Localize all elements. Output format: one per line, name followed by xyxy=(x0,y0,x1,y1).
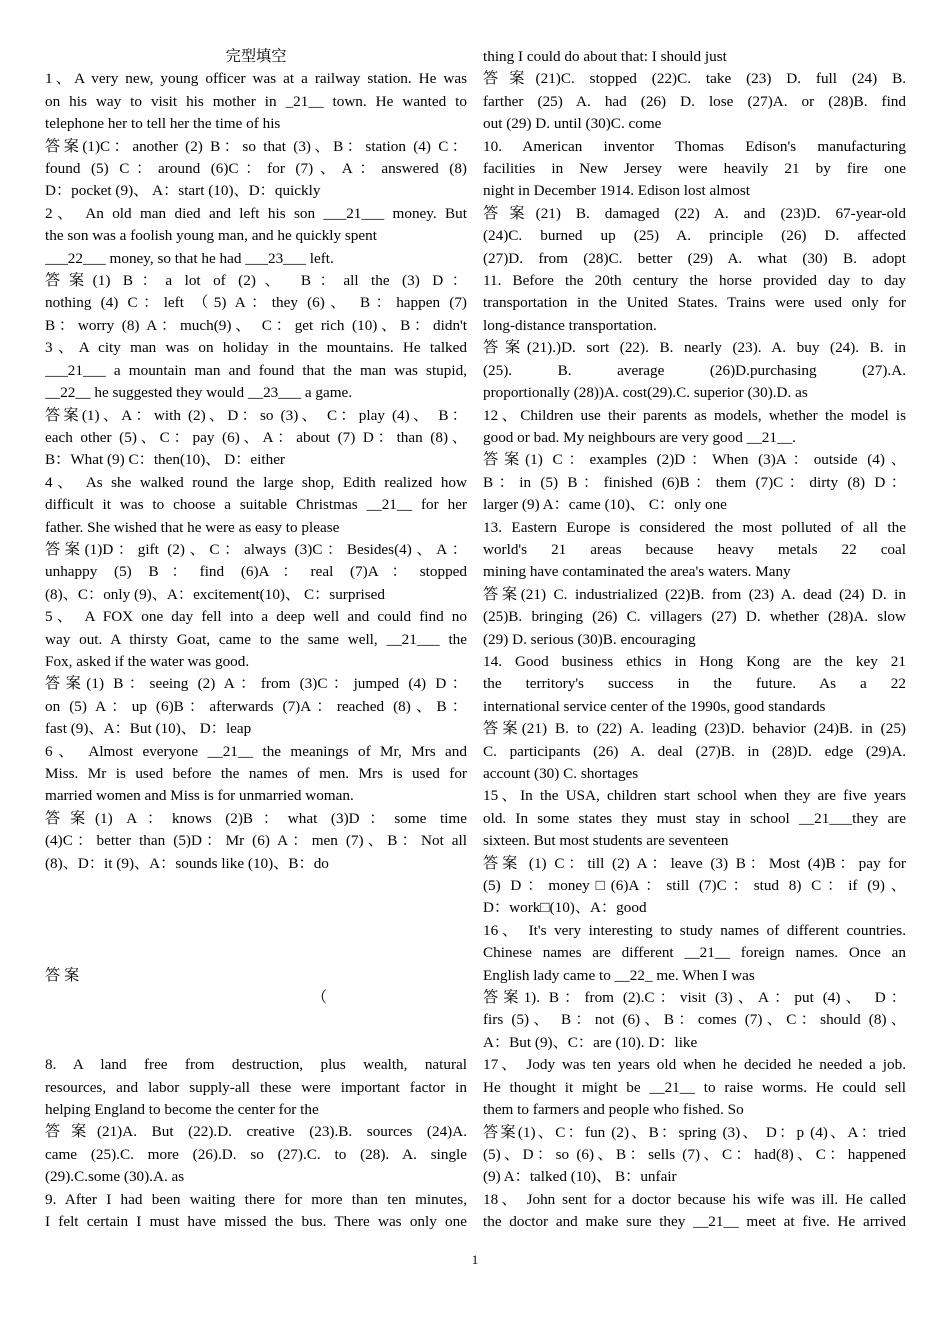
text-line: ___21___ a mountain man and found that the man was stupid, xyxy=(45,361,467,379)
text-line: came (25).C. more (26).D. so (27).C. to (28). A. single xyxy=(45,1145,467,1163)
right-column xyxy=(483,46,906,1234)
text-line: ___22___ money, so that he had ___23___ left. xyxy=(45,249,334,267)
text-line xyxy=(45,1009,467,1031)
text-line: world's 21 areas because heavy metals 22 coal xyxy=(483,540,906,558)
text-line: on (5) A：up (6)B：afterwards (7)A：reached (8)、B： xyxy=(45,697,467,715)
text-line: facilities in New Jersey were heavily 21 by fire one xyxy=(483,160,906,178)
text-line: (25)B. bringing (26) C. villagers (27) D. whether (28)A. slow xyxy=(483,608,906,626)
page-number: 1 xyxy=(471,1252,479,1267)
text-line: (5)、D：so (6)、B：sells (7)、C：had(8)、C：happened xyxy=(483,1145,906,1163)
text-line: international service center of the 1990s, good standards xyxy=(483,697,826,715)
text-line: Chinese names are different __21__ foreign names. Once an xyxy=(483,944,906,962)
text-line: proportionally (28))A. cost(29).C. superior (30).D. as xyxy=(483,384,808,402)
text-line: thing I could do about that: I should just xyxy=(483,48,727,65)
text-line: helping England to become the center for the xyxy=(45,1101,319,1118)
text-line: 答案(21) B. damaged (22) A. and (23)D. 67-year-old xyxy=(483,204,906,222)
text-line: out (29) D. until (30)C. come xyxy=(483,115,662,133)
text-line: 答案(1) C：examples (2)D：When (3)A：outside (4)、 xyxy=(483,451,906,469)
text-line: old. In some states they must stay in school __21___they are xyxy=(483,809,906,827)
text-line xyxy=(45,897,467,919)
text-line: (25). B. average (26)D.purchasing (27).A. xyxy=(483,361,906,379)
text-line: (29) D. serious (30)B. encouraging xyxy=(483,630,696,648)
text-line: B：worry (8) A：much(9)、 C：get rich (10)、B：didn't xyxy=(45,316,467,334)
text-line: (27)D. from (28)C. better (29) A. what (30) B. adopt xyxy=(483,249,906,267)
text-line: 1、A very new, young officer was at a railway station. He was xyxy=(45,70,467,88)
page-title: 完型填空 xyxy=(225,48,287,65)
text-line: 3、A city man was on holiday in the mountains. He talked xyxy=(45,339,467,357)
text-line: 答案(1)C：another (2) B：so that (3)、B：station (4) C： xyxy=(45,137,467,155)
text-line: B：What (9) C：then(10)、 D：either xyxy=(45,451,285,469)
text-line: 答案(1)、C：fun (2)、B：spring (3)、 D：p (4)、A：tried xyxy=(483,1123,906,1141)
text-line: (8)、D：it (9)、A：sounds like (10)、B：do xyxy=(45,854,329,872)
text-line: night in December 1914. Edison lost almost xyxy=(483,182,751,200)
text-line xyxy=(45,942,467,964)
text-line: the doctor and make sure they __21__ meet at five. He arrived xyxy=(483,1213,906,1231)
text-line: found (5) C：around (6)C：for (7)、A：answered (8) xyxy=(45,160,467,178)
text-line: the son was a foolish young man, and he quickly spent xyxy=(45,227,377,245)
text-line: 答案(21) B. to (22) A. leading (23)D. behavior (24)B. in (25) xyxy=(483,720,906,738)
text-line: firs (5)、 B：not (6)、B：comes (7)、C：should (8)、 xyxy=(483,1011,906,1029)
text-line: 答案(1) A：knows (2)B：what (3)D：some time xyxy=(45,809,467,827)
text-line: 12、Children use their parents as models, whether the model is xyxy=(483,406,906,424)
text-line: each other (5)、C：pay (6)、A：about (7) D：than (8)、 xyxy=(45,428,467,446)
text-line: long-distance transportation. xyxy=(483,316,657,334)
text-line: (9) A：talked (10)、 B：unfair xyxy=(483,1168,677,1186)
text-line: 答案(1) B：seeing (2) A：from (3)C：jumped (4) D： xyxy=(45,675,467,693)
text-line: 6、 Almost everyone __21__ the meanings of Mr, Mrs and xyxy=(45,742,467,760)
text-line: 答案(1)D：gift (2)、C：always (3)C：Besides(4)、A： xyxy=(45,540,467,558)
text-line: 答案(1)、A：with (2)、D：so (3)、 C：play (4)、 B： xyxy=(45,406,467,424)
text-line: 13. Eastern Europe is considered the most polluted of all the xyxy=(483,518,906,536)
text-line: I felt certain I must have missed the bus. There was only one xyxy=(45,1213,467,1231)
text-line: D：work□(10)、A：good xyxy=(483,899,647,917)
text-line: difficult it was to choose a suitable Christmas __21__ for her xyxy=(45,496,467,514)
text-line: He thought it might be __21__ to raise worms. He could sell xyxy=(483,1078,906,1096)
text-line xyxy=(45,1032,467,1054)
text-line: 18、 John sent for a doctor because his wife was ill. He called xyxy=(483,1190,906,1208)
text-line: 17、 Jody was ten years old when he decided he needed a job. xyxy=(483,1056,906,1074)
text-line: 2、 An old man died and left his son ___21___ money. But xyxy=(45,204,467,222)
text-line: mining have contaminated the area's waters. Many xyxy=(483,563,791,581)
text-line: 5、 A FOX one day fell into a deep well and could find no xyxy=(45,608,467,626)
text-line: 答案 (1) C：till (2) A：leave (3) B：Most (4)B：pay for xyxy=(483,854,906,872)
text-line: fast (9)、A：But (10)、 D：leap xyxy=(45,720,252,738)
text-line: English lady came to __22_ me. When I was xyxy=(483,966,755,984)
text-line: them to farmers and people who fished. So xyxy=(483,1101,744,1119)
text-line: nothing (4) C：left （5) A：they (6)、 B：happen (7) xyxy=(45,294,467,312)
text-line: 答案(21).)D. sort (22). B. nearly (23). A. buy (24). B. in xyxy=(483,339,906,357)
text-line: A：But (9)、C：are (10). D：like xyxy=(483,1033,698,1051)
text-line: larger (9) A：came (10)、 C：only one xyxy=(483,496,727,514)
text-line: 答案(21) C. industrialized (22)B. from (23) A. dead (24) D. in xyxy=(483,585,906,603)
text-line: 答案1). B：from (2).C：visit (3)、A：put (4)、 D： xyxy=(483,989,906,1007)
text-line: D：pocket (9)、 A：start (10)、D：quickly xyxy=(45,182,321,200)
text-line: Fox, asked if the water was good. xyxy=(45,652,250,670)
text-line: 8. A land free from destruction, plus wealth, natural xyxy=(45,1056,467,1074)
text-line: the territory's success in the future. As a 22 xyxy=(483,675,906,693)
text-line: （ xyxy=(311,989,327,1006)
text-line: (8)、C：only (9)、A：excitement(10)、 C：surprised xyxy=(45,585,385,603)
text-line xyxy=(45,875,467,897)
text-line: transportation in the United States. Trains were used only for xyxy=(483,294,906,312)
text-line: 答案(21)C. stopped (22)C. take (23) D. full (24) B. xyxy=(483,70,906,88)
text-line: 15、In the USA, children start school when they are five years xyxy=(483,787,906,805)
text-line xyxy=(45,920,467,942)
text-line: Miss. Mr is used before the names of men. Mrs is used for xyxy=(45,765,467,782)
text-line: 答案(1) B：a lot of (2)、 B：all the (3) D： xyxy=(45,272,467,290)
text-line: telephone her to tell her the time of his xyxy=(45,115,281,133)
text-line: 9. After I had been waiting there for more than ten minutes, xyxy=(45,1190,467,1208)
text-line: unhappy (5) B：find (6)A：real (7)A：stopped xyxy=(45,563,467,581)
text-line: __22__ he suggested they would __23___ a game. xyxy=(45,384,353,402)
text-line: 答 案 xyxy=(45,966,80,984)
text-line: 4、 As she walked round the large shop, Edith realized how xyxy=(45,473,467,491)
text-line: father. She wished that he were as easy to please xyxy=(45,518,340,536)
text-line: way out. A thirsty Goat, came to the same well, __21___ the xyxy=(45,630,467,648)
text-line: 16、 It's very interesting to study names of different countries. xyxy=(483,921,906,939)
text-line: farther (25) A. had (26) D. lose (27)A. or (28)B. find xyxy=(483,92,906,110)
text-line: 10. American inventor Thomas Edison's manufacturing xyxy=(483,137,906,155)
text-line: 答案(21)A. But (22).D. creative (23).B. sources (24)A. xyxy=(45,1123,467,1141)
text-line: (24)C. burned up (25) A. principle (26) D. affected xyxy=(483,227,906,245)
text-line: 14. Good business ethics in Hong Kong are the key 21 xyxy=(483,652,906,670)
text-line: good or bad. My neighbours are very good __21__. xyxy=(483,428,796,446)
text-line: married women and Miss is for unmarried woman. xyxy=(45,787,354,805)
text-line: (29).C.some (30).A. as xyxy=(45,1168,185,1186)
text-line: B：in (5) B：finished (6)B：them (7)C：dirty (8) D： xyxy=(483,473,906,491)
text-line: (5) D：money□(6)A：still (7)C：stud 8) C：if (9)、 xyxy=(483,877,906,895)
left-column xyxy=(45,46,467,1233)
text-line: 11. Before the 20th century the horse provided day to day xyxy=(483,272,906,290)
text-line: account (30) C. shortages xyxy=(483,765,639,782)
text-line: resources, and labor supply-all these were important factor in xyxy=(45,1078,467,1096)
text-line: C. participants (26) A. deal (27)B. in (28)D. edge (29)A. xyxy=(483,742,906,760)
text-line: (4)C：better than (5)D：Mr (6) A：men (7)、B：Not all xyxy=(45,832,467,850)
text-line: on his way to visit his mother in _21__ town. He wanted to xyxy=(45,92,467,110)
text-line: sixteen. But most students are seventeen xyxy=(483,832,729,850)
